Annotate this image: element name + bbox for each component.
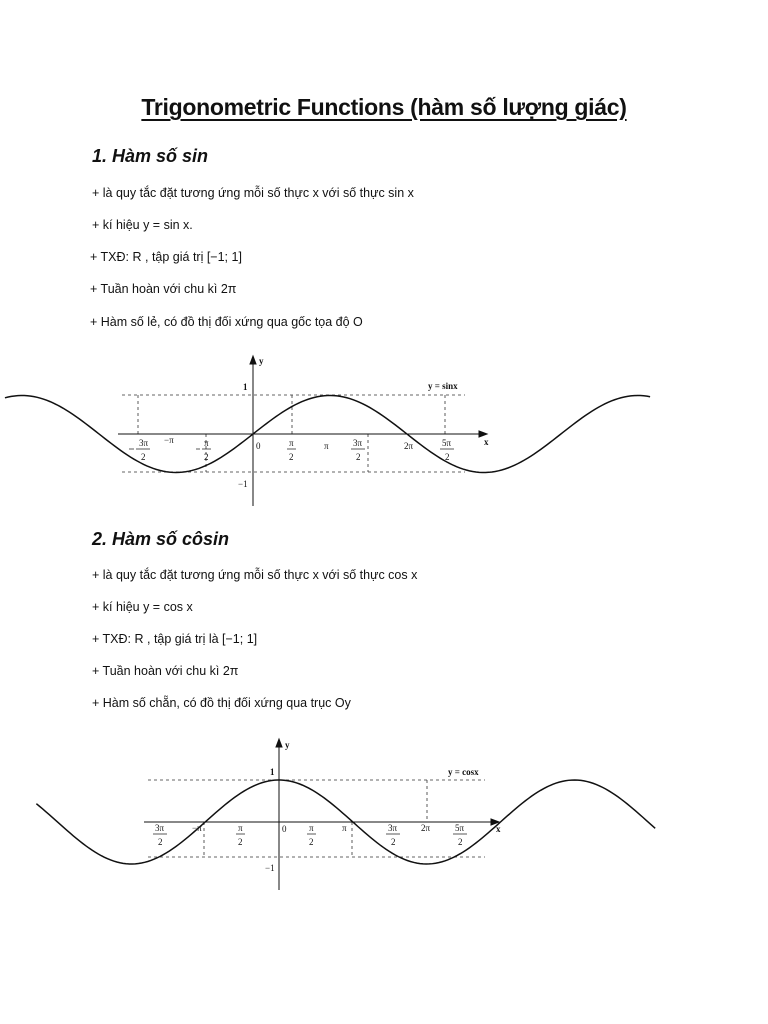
sin-line-period: + Tuần hoàn với chu kì 2π (90, 282, 237, 296)
tick-numerator: 3π (155, 823, 165, 833)
sin-tick-pi: π (324, 441, 329, 451)
tick-denominator: 2 (204, 452, 209, 462)
tick-denominator: 2 (391, 837, 396, 847)
sin-line-definition: + là quy tắc đặt tương ứng mỗi số thực x với số thực sin x (92, 186, 414, 200)
tick-numerator: 3π (353, 438, 363, 448)
sin-y-min-label: −1 (238, 479, 248, 489)
tick-numerator: 3π (139, 438, 149, 448)
sin-tick-neg-pi: −π (164, 435, 174, 445)
tick-denominator: 2 (309, 837, 314, 847)
sin-tick-pi-2 (287, 438, 296, 462)
cos-tick-pi-2 (307, 823, 316, 847)
sin-curve-label: y = sinx (428, 381, 458, 391)
cos-axis-y-label: y (285, 740, 290, 750)
tick-denominator: 2 (141, 452, 146, 462)
sin-line-notation: + kí hiệu y = sin x. (92, 218, 193, 232)
sin-line-domain: + TXĐ: R , tập giá trị [−1; 1] (90, 250, 242, 264)
sin-tick-5pi-2 (440, 438, 454, 462)
sin-tick-2pi: 2π (404, 441, 414, 451)
cos-origin-label: 0 (282, 824, 287, 834)
tick-numerator: π (204, 438, 209, 448)
cos-axis-x-label: x (496, 824, 501, 834)
sin-axis-x-label: x (484, 437, 489, 447)
cos-tick-pi: π (342, 823, 347, 833)
cos-line-domain: + TXĐ: R , tập giá trị là [−1; 1] (92, 632, 258, 646)
cos-curve-label: y = cosx (448, 767, 479, 777)
sin-line-odd: + Hàm số lẻ, có đồ thị đối xứng qua gốc tọa độ O (90, 315, 363, 329)
tick-denominator: 2 (445, 452, 450, 462)
cos-tick-5pi-2 (453, 823, 467, 847)
tick-denominator: 2 (289, 452, 294, 462)
sin-labels (129, 356, 489, 489)
sin-tick-3pi-2 (351, 438, 365, 462)
sin-axes (118, 356, 487, 506)
tick-numerator: π (289, 438, 294, 448)
sin-graph (110, 350, 500, 510)
cos-line-even: + Hàm số chẵn, có đồ thị đối xứng qua trục Oy (92, 696, 351, 710)
cos-y-min-label: −1 (265, 863, 275, 873)
cos-line-notation: + kí hiệu y = cos x (92, 600, 193, 614)
cos-graph (140, 735, 510, 895)
cos-tick-neg-pi: −π (192, 823, 202, 833)
tick-numerator: π (309, 823, 314, 833)
sin-y-max-label: 1 (243, 382, 248, 392)
tick-numerator: 5π (442, 438, 452, 448)
cos-line-definition: + là quy tắc đặt tương ứng mỗi số thực x với số thực cos x (92, 568, 418, 582)
tick-numerator: 5π (455, 823, 465, 833)
cos-axes (144, 739, 499, 890)
tick-numerator: π (238, 823, 243, 833)
tick-denominator: 2 (458, 837, 463, 847)
cos-tick-2pi: 2π (421, 823, 431, 833)
cos-y-max-label: 1 (270, 767, 275, 777)
sin-tick-neg-pi-2 (196, 438, 211, 462)
cos-line-period: + Tuần hoàn với chu kì 2π (92, 664, 239, 678)
cos-tick-neg-pi-2 (236, 823, 245, 847)
cos-tick-3pi-2 (386, 823, 400, 847)
tick-denominator: 2 (238, 837, 243, 847)
section-heading-sin: 1. Hàm số sin (92, 146, 209, 166)
cos-labels (153, 740, 501, 873)
cos-guide-lines (148, 780, 485, 857)
section-heading-cos: 2. Hàm số côsin (92, 529, 230, 549)
tick-denominator: 2 (158, 837, 163, 847)
sin-axis-y-label: y (259, 356, 264, 366)
cos-tick-neg-3pi-2 (153, 823, 167, 847)
tick-numerator: 3π (388, 823, 398, 833)
tick-denominator: 2 (356, 452, 361, 462)
sin-origin-label: 0 (256, 441, 261, 451)
page-title: Trigonometric Functions (hàm số lượng giác) (141, 94, 627, 120)
